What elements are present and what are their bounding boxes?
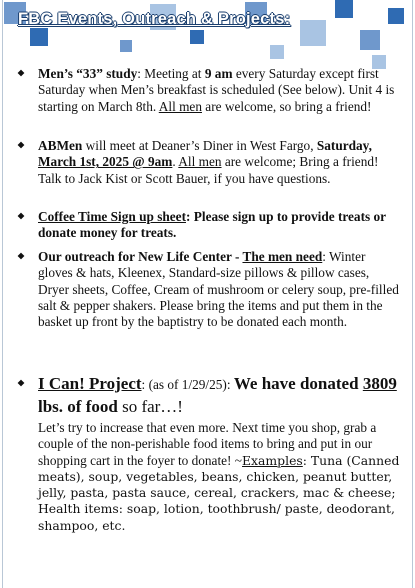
mens-study-text: : Meeting at [137,66,205,81]
abmen-date: March 1st, 2025 @ 9am [38,154,173,170]
i-can-donated: We have donated [233,374,363,393]
mens-study-title: Men’s “33” study [38,66,138,81]
new-life-title: Our outreach for New Life Center - [38,249,243,264]
i-can-examples: : Tuna (Canned meats), soup, vegetables, beans, chicken, peanut butter, jelly, pasta, pasta sauce, cereal, crackers, mac & cheese; Health items: soap, lotion, toothbrush/ paste, deodorant, shampoo, etc. [38,452,400,533]
mens-study-time: 9 am [204,66,233,81]
list-item-i-can-project [22,373,402,534]
list-item-abmen [22,138,402,187]
new-life-need: The men need [242,249,323,264]
i-can-text: Let’s try to increase that even more. Next time you shop, grab a couple of the non-perishable food items to bring and put in our shopping cart in the foyer to donate! ~ [38,420,377,468]
i-can-title: I Can! Project [38,374,142,393]
i-can-examples-label: Examples [242,452,303,468]
abmen-text: will meet at Deaner’s Diner in West Fargo, [82,138,317,153]
i-can-amount: 3809 [362,374,397,393]
list-item-coffee-time [22,209,402,242]
abmen-period: . [172,154,179,170]
abmen-welcome: are welcome; Bring a friend! Talk to Jack Kist or Scott Bauer, if you have questions. [38,154,379,186]
new-life-text: : Winter gloves & hats, Kleenex, Standard-size pillows & pillow cases, Dryer sheets, Coffee, Cream of mushroom or celery soup, pre-filled salt & pepper shakers. Please bring the items and put them in the basket up front by the baptistry to be donated each month. [38,249,399,330]
coffee-title: Coffee Time Sign up sheet [38,209,186,224]
i-can-so-far: so far…! [117,397,183,416]
abmen-day: Saturday, [316,138,372,153]
mens-study-welcome: are welcome, so bring a friend! [201,98,372,114]
abmen-title: ABMen [38,138,83,153]
list-item-new-life-center [22,249,402,330]
abmen-all-men: All men [178,154,222,170]
i-can-date: : (as of 1/29/25): [141,377,234,392]
page-title: FBC Events, Outreach & Projects: [18,10,291,28]
mens-study-text-2: every Saturday except first Saturday when Men’s breakfast is scheduled (See below). Unit 4 is starting on March 8th. [38,66,395,114]
i-can-unit: lbs. of food [38,397,118,416]
mens-study-all-men: All men [158,98,202,114]
coffee-text: : Please sign up to provide treats or donate money for treats. [38,209,386,241]
list-item-mens-study [22,66,402,115]
